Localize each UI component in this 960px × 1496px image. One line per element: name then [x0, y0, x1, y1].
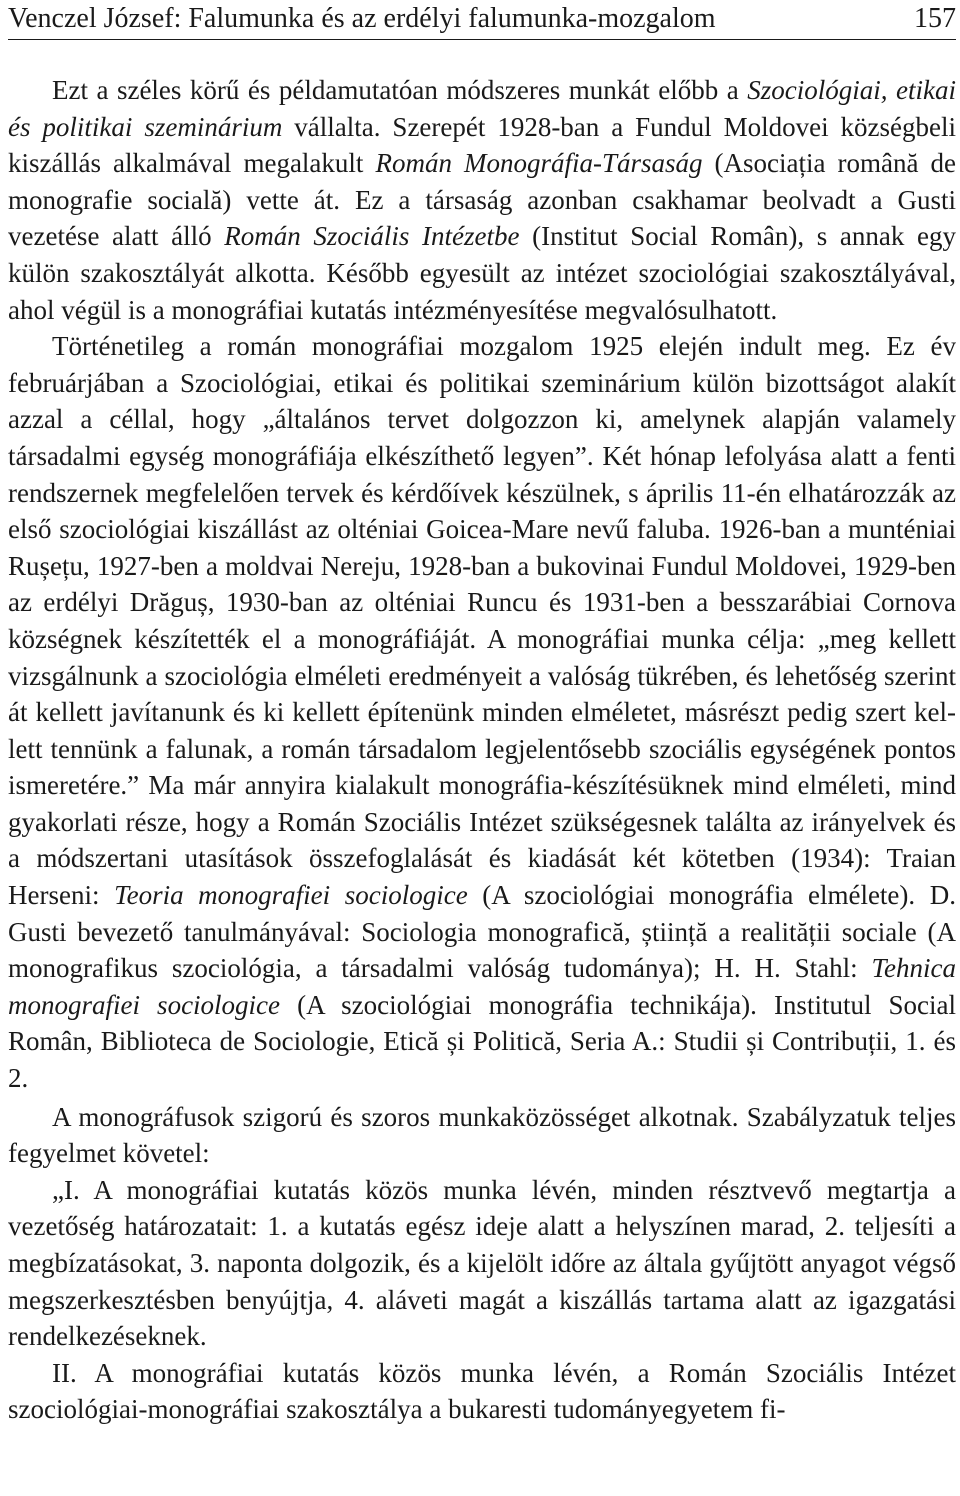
italic-title: Román Monográfia-Társaság	[375, 148, 703, 179]
text-run: „I. A monográfiai kutatás közös munka lévén, minden résztvevő megtartja a vezetőség határozatait: 1. a kutatás egész ideje alatt a helyszínen marad, 2. teljesíti a megbízatásokat, 3. naponta dolgozik, és a kijelölt időre az általa gyűjtött anyagot végső megszerkesztésben benyújtja, 4. aláveti magát a kiszállás tartama alatt az igazgatási rendelkezéseknek.	[8, 1174, 956, 1352]
text-run: vállalta. Szerepét 1928-ban a Fundul Moldovei községbeli kiszállás alkalmával megalakult	[8, 111, 956, 179]
page	[8, 0, 956, 1428]
text-run: Ezt a széles körű és példamutatóan módszeres munkát előbb a	[52, 75, 748, 105]
paragraph	[8, 328, 956, 1096]
italic-title: Tehnica monografiei sociologice	[8, 953, 956, 1020]
running-head	[8, 0, 956, 40]
text-run: (A szociológiai monográfia technikája). Institutul Social Român, Biblioteca de Sociologie, Etică și Politică, Seria A.: Studii și Contribuții, 1. és 2.	[8, 989, 956, 1094]
paragraph	[8, 72, 956, 328]
text-run: (Institut Social Român), s annak egy külön szakosztályát alkotta. Később egyesült az intézet szociológiai szakosztályával, ahol végül is a monográfiai kutatás intézményesítése megvalósulhatott.	[8, 221, 956, 325]
text-run: (A szociológiai monográfia elmélete). D. Gusti bevezető tanulmányával: Sociologia monografică, știință a realității sociale (A monografikus szociológia, a társadalmi valóság tudománya); H. H. Stahl:	[8, 880, 956, 984]
paragraph	[8, 1099, 956, 1172]
text-run: II. A monográfiai kutatás közös munka lévén, a Román Szociális Intézet szociológiai-monográfiai szakosztálya a bukaresti tudományegyetem fi-	[8, 1357, 956, 1425]
italic-title: Román Szociális Intézetbe	[224, 221, 520, 252]
italic-title: Szociológiai, etikai és politikai szeminárium	[8, 75, 956, 142]
paragraph	[8, 1172, 956, 1355]
paragraph	[8, 1355, 956, 1428]
page-number: 157	[914, 3, 956, 34]
body-text	[8, 72, 956, 1428]
text-run: (Asociația română de monografie socială) vette át. Ez a társaság azonban csakhamar beolvadt a Gusti vezetése alatt álló	[8, 148, 956, 252]
running-title: Venczel József: Falumunka és az erdélyi falumunka-mozgalom	[8, 3, 716, 34]
italic-title: Teoria monografiei sociologice	[114, 880, 468, 911]
text-run: Történetileg a román monográfiai mozgalom 1925 elején indult meg. Ez év februárjában a Szociológiai, etikai és politikai szeminárium külön bizottságot alakít azzal a céllal, hogy „általános tervet dolgozzon ki, amelynek alapján valamely társadalmi egység monográfiája elkészíthető legyen”. Két hónap lefolyása alatt a fenti rendszernek megfelelően tervek és kérdőívek készülnek, s április 11-én elhatározzák az első szociológiai kiszállást az olténiai Goicea-Mare nevű faluba. 1926-ban a munténiai Rușețu, 1927-ben a moldvai Nereju, 1928-ban a bukovinai Fundul Moldovei, 1929-ben az erdélyi Drăguș, 1930-ban az olténiai Runcu és 1931-ben a besszarábiai Cornova községnek készítették el a monográfiáját. A monográfiai munka célja: „meg kellett vizsgálnunk a szociológia elméleti eredményeit a valóság tükrében, és lehetőség szerint át kellett javítanunk és ki kellett építenünk minden elméletet, másrészt pedig szert kellett tennünk a falunak, a román társadalom legjelentősebb szociális egységének pontos ismeretére.” Ma már annyira kialakult monográfia-készítésüknek mind elméleti, mind gyakorlati része, hogy a Román Szociális Intézet szükségesnek találta az irányelvek és a módszertani utasítások összefoglalását és kiadását két kötetben (1934): Traian Herseni:	[8, 331, 956, 911]
text-run: A monográfusok szigorú és szoros munkaközösséget alkotnak. Szabályzatuk teljes fegyelmet követel:	[8, 1101, 956, 1169]
